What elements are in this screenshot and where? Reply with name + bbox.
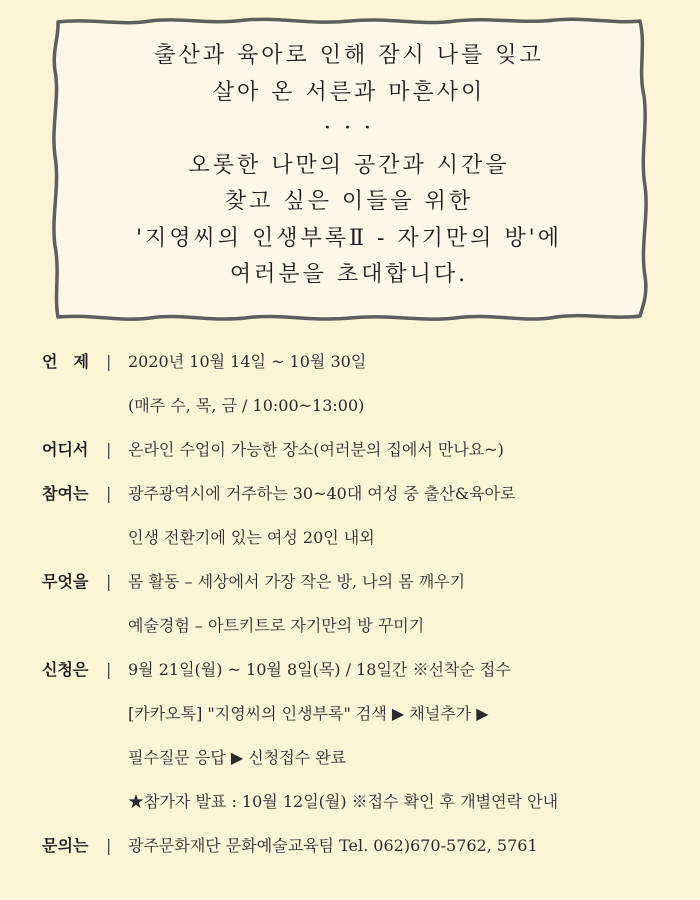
detail-label: 참여는 bbox=[42, 484, 89, 503]
detail-row-what bbox=[42, 560, 682, 648]
detail-value: 광주광역시에 거주하는 30~40대 여성 중 출산&육아로 bbox=[128, 484, 516, 503]
detail-label: 어디서 bbox=[42, 440, 89, 459]
intro-line-7: 여러분을 초대합니다. bbox=[229, 262, 469, 287]
detail-label: 무엇을 bbox=[42, 572, 89, 591]
intro-line-1: 출산과 육아로 인해 잠시 나를 잊고 bbox=[154, 43, 544, 68]
detail-value: 온라인 수업이 가능한 장소(여러분의 집에서 만나요~) bbox=[128, 440, 504, 459]
intro-line-ellipsis: · · · bbox=[324, 116, 374, 141]
detail-separator: | bbox=[106, 440, 112, 459]
detail-value: 몸 활동 – 세상에서 가장 작은 방, 나의 몸 깨우기 bbox=[128, 572, 466, 591]
detail-row-contact bbox=[42, 824, 682, 868]
detail-separator: | bbox=[106, 484, 112, 503]
detail-values bbox=[128, 560, 682, 648]
intro-line-5: 찾고 싶은 이들을 위한 bbox=[224, 189, 474, 214]
detail-values bbox=[128, 824, 682, 868]
detail-values bbox=[128, 472, 682, 560]
detail-separator: | bbox=[106, 352, 112, 371]
detail-value: 2020년 10월 14일 ~ 10월 30일 bbox=[128, 352, 367, 371]
detail-value: 필수질문 응답 ▶ 신청접수 완료 bbox=[128, 748, 347, 767]
detail-row-who bbox=[42, 472, 682, 560]
detail-value: [카카오톡] "지영씨의 인생부록" 검색 ▶ 채널추가 ▶ bbox=[128, 704, 489, 723]
intro-text bbox=[50, 38, 648, 294]
detail-separator: | bbox=[106, 572, 112, 591]
detail-label: 문의는 bbox=[42, 836, 89, 855]
detail-label: 신청은 bbox=[42, 660, 89, 679]
intro-line-4: 오롯한 나만의 공간과 시간을 bbox=[188, 152, 510, 178]
detail-value: 예술경험 – 아트키트로 자기만의 방 꾸미기 bbox=[128, 616, 425, 635]
intro-line-6: '지영씨의 인생부록Ⅱ - 자기만의 방'에 bbox=[136, 225, 562, 251]
detail-label: 언 제 bbox=[42, 352, 89, 371]
detail-value: 9월 21일(월) ~ 10월 8일(목) / 18일간 ※선착순 접수 bbox=[128, 660, 511, 679]
detail-separator: | bbox=[106, 836, 112, 855]
detail-values bbox=[128, 428, 682, 472]
event-details bbox=[42, 340, 682, 868]
detail-value: 인생 전환기에 있는 여성 20인 내외 bbox=[128, 528, 375, 547]
intro-scroll-frame bbox=[50, 16, 648, 322]
detail-separator: | bbox=[106, 660, 112, 679]
detail-values bbox=[128, 340, 682, 428]
detail-value: ★참가자 발표 : 10월 12일(월) ※접수 확인 후 개별연락 안내 bbox=[128, 792, 559, 811]
intro-line-2: 살아 온 서른과 마흔사이 bbox=[212, 79, 486, 105]
detail-value: (매주 수, 목, 금 / 10:00~13:00) bbox=[128, 396, 365, 415]
detail-value: 광주문화재단 문화예술교육팀 Tel. 062)670-5762, 5761 bbox=[128, 836, 538, 855]
detail-row-where bbox=[42, 428, 682, 472]
detail-row-when bbox=[42, 340, 682, 428]
detail-row-apply bbox=[42, 648, 682, 824]
detail-values bbox=[128, 648, 682, 824]
